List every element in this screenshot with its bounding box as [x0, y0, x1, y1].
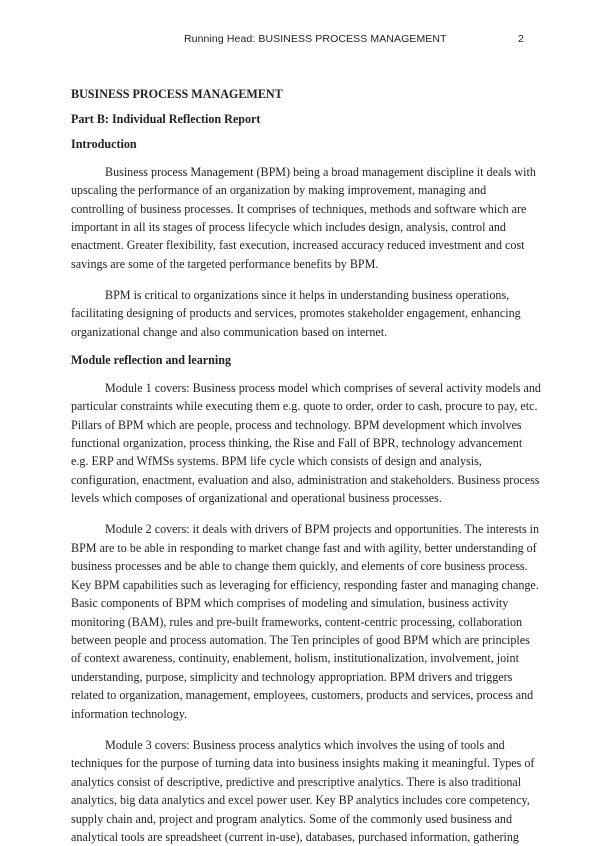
document-title: BUSINESS PROCESS MANAGEMENT [71, 87, 283, 101]
document-body [71, 88, 541, 846]
page-number: 2 [518, 33, 524, 45]
subtitle-block [71, 113, 541, 125]
section-heading-module-reflection: Module reflection and learning [71, 352, 232, 367]
paragraph-intro-2: BPM is critical to organizations since it helps in understanding business operations, facilitating designing of products and services, promotes stakeholder engagement, enhancing organizational change and also communication based on internet. [71, 287, 521, 339]
title-block [71, 88, 541, 100]
section-heading-introduction: Introduction [71, 136, 137, 151]
paragraph-module-1: Module 1 covers: Business process model which comprises of several activity models and particular constraints while executing them e.g. quote to order, order to cash, procure to pay, etc. Pillars of BPM which are people, process and technology. BPM development which involves functional organization, process thinking, the Rise and Fall of BPR, technology advancement e.g. ERP and WfMSs systems. BPM life cycle which consists of design and analysis, configuration, enactment, evaluation and also, administration and stakeholders. Business process levels which composes of organizational and operational business processes. [71, 380, 541, 506]
paragraph-intro-1: Business process Management (BPM) being a broad management discipline it deals with upscaling the performance of an organization by making improvement, managing and controlling of business processes. It comprises of techniques, methods and software which are important in all its stages of process lifecycle which includes design, analysis, control and enactment. Greater flexibility, fast execution, increased accuracy reduced investment and cost savings are some of the targeted performance benefits by BPM. [71, 164, 536, 271]
paragraph-module-2: Module 2 covers: it deals with drivers of BPM projects and opportunities. The interests in BPM are to be able in responding to market change fast and with agility, better understanding of business processes and be able to change them quickly, and elements of core business process. Key BPM capabilities such as leveraging for efficiency, responding faster and managing change. Basic components of BPM which comprises of modeling and simulation, business activity monitoring (BAM), rules and pre-built frameworks, content-centric processing, collaboration between people and process automation. The Ten principles of good BPM which are principles of context awareness, continuity, enablement, holism, institutionalization, involvement, joint understanding, purpose, simplicity and technology appropriation. BPM drivers and triggers related to organization, management, employees, customers, products and services, process and information technology. [71, 522, 540, 721]
section-heading-module-reflection-block [71, 354, 541, 366]
section-heading-introduction-block [71, 138, 541, 150]
paragraph-module-3: Module 3 covers: Business process analytics which involves the using of tools and techniques for the purpose of turning data into business insights making it meaningful. Types of analytics consist of descriptive, predictive and prescriptive analytics. There is also traditional analytics, big data analytics and excel power user. Key BP analytics includes core competency, supply chain and, project and program analytics. Some of the commonly used business and analytical tools are spreadsheet (current in-use), databases, purchased information, gathering [71, 737, 535, 844]
document-subtitle: Part B: Individual Reflection Report [71, 111, 261, 126]
running-header [71, 33, 541, 49]
running-head-text: Running Head: BUSINESS PROCESS MANAGEMENT [184, 33, 447, 45]
